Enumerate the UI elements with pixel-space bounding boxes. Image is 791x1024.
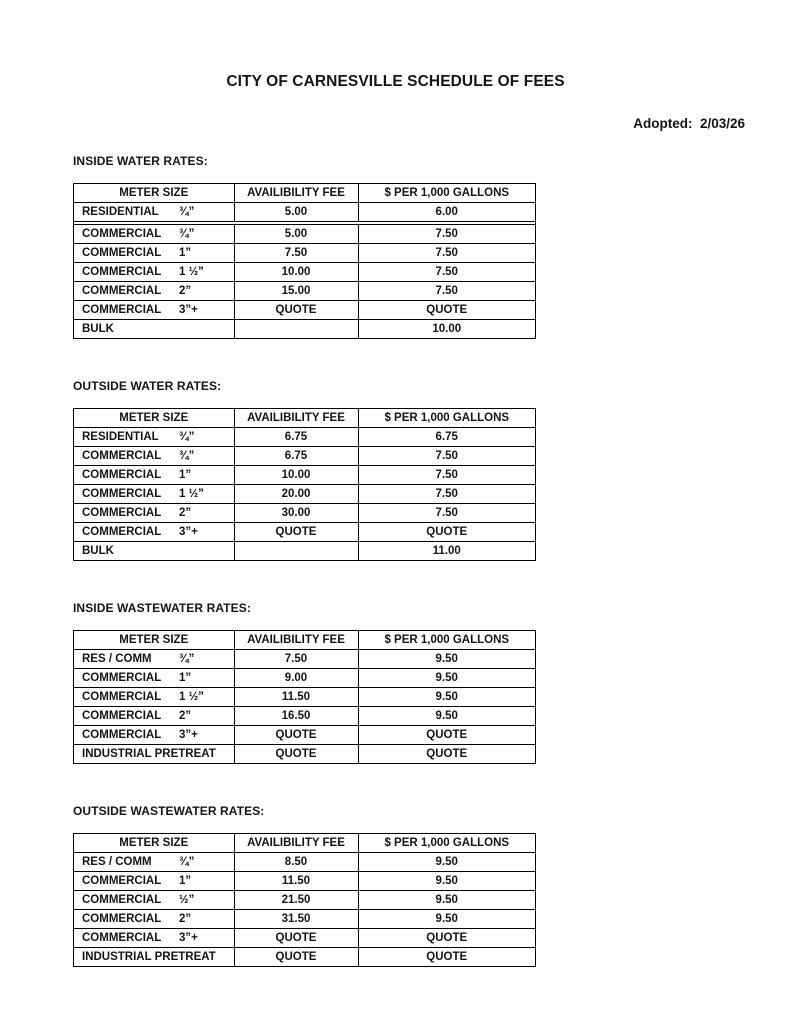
- row-label: COMMERCIAL: [82, 875, 162, 887]
- row-meter-size: ½”: [179, 894, 195, 906]
- rates-sections-container: [73, 154, 536, 967]
- row-label: RESIDENTIAL: [82, 431, 159, 443]
- row-meter-size: 1”: [179, 875, 192, 887]
- row-meter-size: 1”: [179, 469, 192, 481]
- per-1000-gallons-value: 9.50: [358, 707, 535, 726]
- per-1000-gallons-value: 7.50: [358, 263, 535, 282]
- availability-fee-value: 21.50: [234, 891, 358, 910]
- table-row: [74, 948, 535, 967]
- table-row: [74, 282, 535, 301]
- row-meter-size: 1 ½”: [179, 691, 204, 703]
- meter-size-cell: [74, 428, 234, 447]
- meter-size-cell: [74, 872, 234, 891]
- availability-fee-value: QUOTE: [234, 745, 358, 764]
- row-label: RES / COMM: [82, 653, 152, 665]
- row-label: INDUSTRIAL PRETREAT: [82, 748, 216, 760]
- meter-size-cell: [74, 523, 234, 542]
- row-label: BULK: [82, 545, 114, 557]
- row-label: RESIDENTIAL: [82, 206, 159, 218]
- row-label: COMMERCIAL: [82, 691, 162, 703]
- per-1000-gallons-value: 9.50: [358, 872, 535, 891]
- row-meter-size: ¾”: [179, 431, 195, 443]
- column-header-per-1000-gallons: $ PER 1,000 GALLONS: [358, 631, 535, 650]
- column-header-meter-size: METER SIZE: [74, 631, 234, 650]
- row-meter-size: 3”+: [179, 304, 198, 316]
- table-row: [74, 447, 535, 466]
- row-meter-size: 2”: [179, 507, 192, 519]
- meter-size-cell: [74, 225, 234, 244]
- table-header-row: [74, 184, 535, 203]
- page-title: CITY OF CARNESVILLE SCHEDULE OF FEES: [226, 73, 565, 90]
- meter-size-cell: [74, 929, 234, 948]
- table-row: [74, 688, 535, 707]
- row-meter-size: 3”+: [179, 729, 198, 741]
- row-meter-size: ¾”: [179, 856, 195, 868]
- rates-table-frame: [73, 833, 536, 967]
- adopted-date: Adopted: 2/03/26: [633, 116, 745, 131]
- row-label: COMMERCIAL: [82, 285, 162, 297]
- meter-size-cell: [74, 320, 234, 339]
- row-label: INDUSTRIAL PRETREAT: [82, 951, 216, 963]
- per-1000-gallons-value: 10.00: [432, 323, 462, 335]
- table-row: [74, 745, 535, 764]
- section-heading: INSIDE WATER RATES:: [73, 154, 208, 168]
- row-meter-size: ¾”: [179, 450, 195, 462]
- meter-size-cell: [74, 726, 234, 745]
- rates-table: [74, 184, 535, 338]
- availability-fee-value: 10.00: [234, 263, 358, 282]
- table-row: [74, 225, 535, 244]
- meter-size-cell: [74, 447, 234, 466]
- table-row: [74, 263, 535, 282]
- availability-fee-value: 31.50: [234, 910, 358, 929]
- table-row: [74, 428, 535, 447]
- per-1000-gallons-value: QUOTE: [358, 726, 535, 745]
- column-header-meter-size: METER SIZE: [74, 184, 234, 203]
- row-label: COMMERCIAL: [82, 913, 162, 925]
- row-label: COMMERCIAL: [82, 729, 162, 741]
- column-header-per-1000-gallons: $ PER 1,000 GALLONS: [358, 834, 535, 853]
- column-header-meter-size: METER SIZE: [74, 409, 234, 428]
- column-header-per-1000-gallons: $ PER 1,000 GALLONS: [358, 409, 535, 428]
- row-meter-size: 1 ½”: [179, 266, 204, 278]
- table-row: [74, 707, 535, 726]
- table-row: [74, 320, 535, 339]
- availability-fee-value: 6.75: [234, 447, 358, 466]
- meter-size-cell: [74, 244, 234, 263]
- availability-fee-value: QUOTE: [234, 726, 358, 745]
- per-1000-gallons-value: 9.50: [358, 910, 535, 929]
- meter-size-cell: [74, 853, 234, 872]
- meter-size-cell: [74, 282, 234, 301]
- table-header-row: [74, 409, 535, 428]
- availability-fee-value: 10.00: [234, 466, 358, 485]
- meter-size-cell: [74, 203, 234, 222]
- rates-table-frame: [73, 408, 536, 561]
- meter-size-cell: [74, 485, 234, 504]
- table-row: [74, 301, 535, 320]
- availability-fee-value: 15.00: [234, 282, 358, 301]
- meter-size-cell: [74, 745, 234, 764]
- meter-size-cell: [74, 910, 234, 929]
- rates-section: [73, 154, 536, 339]
- column-header-availability-fee: AVAILIBILITY FEE: [234, 631, 358, 650]
- table-row: [74, 523, 535, 542]
- per-1000-gallons-value: 7.50: [358, 244, 535, 263]
- rates-table-frame: [73, 183, 536, 339]
- row-label: COMMERCIAL: [82, 710, 162, 722]
- table-row: [74, 910, 535, 929]
- meter-size-cell: [74, 891, 234, 910]
- table-row: [74, 203, 535, 222]
- row-meter-size: 1”: [179, 672, 192, 684]
- table-row: [74, 929, 535, 948]
- availability-fee-value: QUOTE: [234, 523, 358, 542]
- availability-fee-value: 11.50: [234, 872, 358, 891]
- meter-size-cell: [74, 650, 234, 669]
- column-header-availability-fee: AVAILIBILITY FEE: [234, 409, 358, 428]
- table-row: [74, 485, 535, 504]
- row-meter-size: ¾”: [179, 653, 195, 665]
- row-meter-size: 2”: [179, 285, 192, 297]
- table-header-row: [74, 631, 535, 650]
- availability-fee-value: 16.50: [234, 707, 358, 726]
- table-row: [74, 244, 535, 263]
- table-row: [74, 650, 535, 669]
- row-label: COMMERCIAL: [82, 894, 162, 906]
- availability-fee-value: QUOTE: [234, 929, 358, 948]
- availability-fee-value: 8.50: [234, 853, 358, 872]
- row-label: COMMERCIAL: [82, 526, 162, 538]
- column-header-availability-fee: AVAILIBILITY FEE: [234, 834, 358, 853]
- column-header-meter-size: METER SIZE: [74, 834, 234, 853]
- row-label: COMMERCIAL: [82, 266, 162, 278]
- table-row: [74, 669, 535, 688]
- availability-fee-value: 9.00: [234, 669, 358, 688]
- row-meter-size: 1”: [179, 247, 192, 259]
- column-header-availability-fee: AVAILIBILITY FEE: [234, 184, 358, 203]
- rates-section: [73, 379, 536, 561]
- row-label: BULK: [82, 323, 114, 335]
- row-meter-size: 3”+: [179, 932, 198, 944]
- row-label: COMMERCIAL: [82, 672, 162, 684]
- availability-fee-value: 6.75: [234, 428, 358, 447]
- availability-fee-value: 5.00: [234, 203, 358, 222]
- per-1000-gallons-value: 7.50: [358, 466, 535, 485]
- meter-size-cell: [74, 301, 234, 320]
- meter-size-cell: [74, 688, 234, 707]
- per-1000-gallons-value: 6.75: [358, 428, 535, 447]
- meter-size-cell: [74, 669, 234, 688]
- column-header-per-1000-gallons: $ PER 1,000 GALLONS: [358, 184, 535, 203]
- availability-fee-value: 11.50: [234, 688, 358, 707]
- row-label: COMMERCIAL: [82, 488, 162, 500]
- table-row: [74, 853, 535, 872]
- table-header-row: [74, 834, 535, 853]
- availability-fee-value: 7.50: [234, 244, 358, 263]
- per-1000-gallons-value: 9.50: [358, 669, 535, 688]
- section-heading: OUTSIDE WATER RATES:: [73, 379, 222, 393]
- availability-fee-value: [234, 542, 358, 561]
- table-row: [74, 726, 535, 745]
- row-meter-size: 2”: [179, 710, 192, 722]
- per-1000-gallons-value: 6.00: [358, 203, 535, 222]
- per-1000-gallons-value: QUOTE: [426, 748, 468, 760]
- table-row: [74, 891, 535, 910]
- row-meter-size: 3”+: [179, 526, 198, 538]
- availability-fee-value: QUOTE: [234, 301, 358, 320]
- per-1000-gallons-value: QUOTE: [426, 951, 468, 963]
- row-meter-size: 1 ½”: [179, 488, 204, 500]
- rates-table-frame: [73, 630, 536, 764]
- rates-section: [73, 804, 536, 967]
- table-row: [74, 872, 535, 891]
- row-label: RES / COMM: [82, 856, 152, 868]
- availability-fee-value: QUOTE: [234, 948, 358, 967]
- per-1000-gallons-value: QUOTE: [358, 301, 535, 320]
- availability-fee-value: 7.50: [234, 650, 358, 669]
- rates-table: [74, 631, 535, 763]
- section-heading: OUTSIDE WASTEWATER RATES:: [73, 804, 265, 818]
- per-1000-gallons-value: 7.50: [358, 504, 535, 523]
- per-1000-gallons-value: 9.50: [358, 688, 535, 707]
- row-label: COMMERCIAL: [82, 932, 162, 944]
- meter-size-cell: [74, 504, 234, 523]
- per-1000-gallons-value: 9.50: [358, 891, 535, 910]
- per-1000-gallons-value: 7.50: [358, 225, 535, 244]
- row-label: COMMERCIAL: [82, 507, 162, 519]
- row-label: COMMERCIAL: [82, 247, 162, 259]
- availability-fee-value: [234, 320, 358, 339]
- rates-table: [74, 834, 535, 966]
- per-1000-gallons-value: 9.50: [358, 650, 535, 669]
- row-label: COMMERCIAL: [82, 469, 162, 481]
- row-label: COMMERCIAL: [82, 450, 162, 462]
- availability-fee-value: 5.00: [234, 225, 358, 244]
- row-label: COMMERCIAL: [82, 228, 162, 240]
- rates-section: [73, 601, 536, 764]
- row-label: COMMERCIAL: [82, 304, 162, 316]
- per-1000-gallons-value: 7.50: [358, 485, 535, 504]
- per-1000-gallons-value: 7.50: [358, 282, 535, 301]
- per-1000-gallons-value: QUOTE: [358, 929, 535, 948]
- meter-size-cell: [74, 263, 234, 282]
- row-meter-size: ¾”: [179, 206, 195, 218]
- per-1000-gallons-value: 9.50: [358, 853, 535, 872]
- section-heading: INSIDE WASTEWATER RATES:: [73, 601, 251, 615]
- rates-table: [74, 409, 535, 560]
- row-meter-size: ¾”: [179, 228, 195, 240]
- per-1000-gallons-value: QUOTE: [358, 523, 535, 542]
- table-row: [74, 542, 535, 561]
- availability-fee-value: 20.00: [234, 485, 358, 504]
- table-row: [74, 504, 535, 523]
- meter-size-cell: [74, 466, 234, 485]
- meter-size-cell: [74, 542, 234, 561]
- meter-size-cell: [74, 948, 234, 967]
- table-row: [74, 466, 535, 485]
- meter-size-cell: [74, 707, 234, 726]
- per-1000-gallons-value: 11.00: [432, 545, 461, 557]
- availability-fee-value: 30.00: [234, 504, 358, 523]
- row-meter-size: 2”: [179, 913, 192, 925]
- per-1000-gallons-value: 7.50: [358, 447, 535, 466]
